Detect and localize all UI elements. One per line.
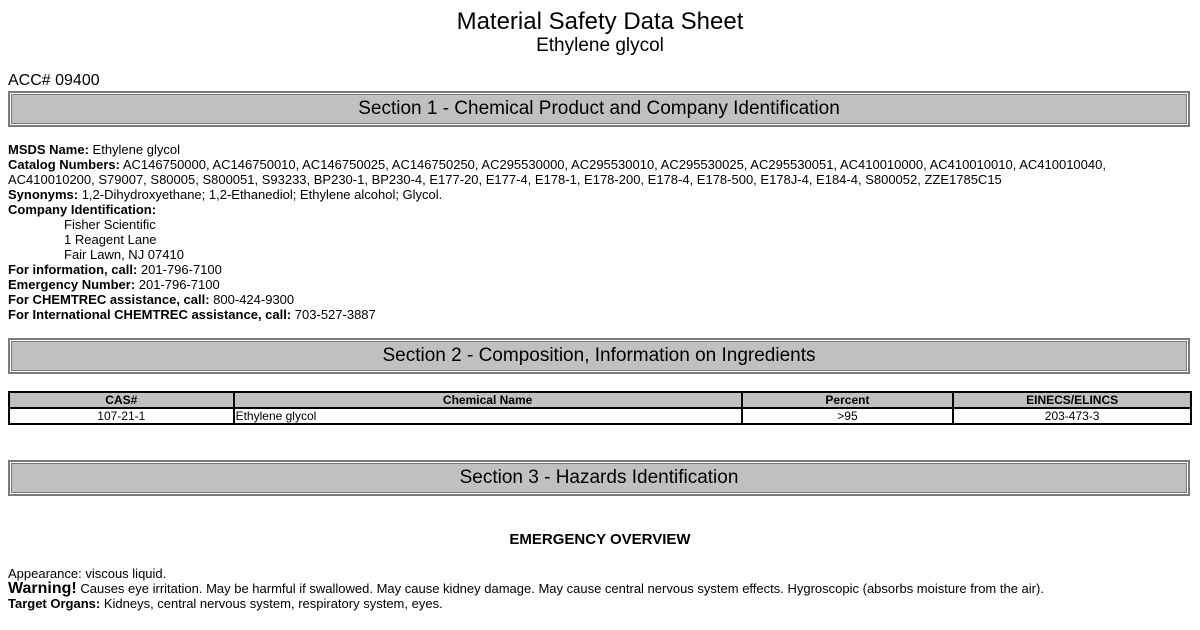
section-1-title: Section 1 - Chemical Product and Company Identification <box>11 94 1187 124</box>
column-header-cas: CAS# <box>9 392 234 408</box>
column-header-percent: Percent <box>742 392 954 408</box>
synonyms-label: Synonyms: <box>8 187 79 202</box>
acc-number: ACC# 09400 <box>8 72 100 89</box>
synonyms-value: 1,2-Dihydroxyethane; 1,2-Ethanediol; Ethylene alcohol; Glycol. <box>78 187 443 202</box>
catalog-numbers-label: Catalog Numbers: <box>8 157 120 172</box>
ingredients-header-row <box>9 392 1191 408</box>
cell-percent: >95 <box>742 408 954 424</box>
target-organs-line <box>8 596 1192 611</box>
company-identification-line <box>8 202 1192 217</box>
cell-chemical-name: Ethylene glycol <box>234 408 742 424</box>
emergency-number-value: 201-796-7100 <box>135 277 220 292</box>
msds-name-line <box>8 142 1192 157</box>
warning-text: Causes eye irritation. May be harmful if swallowed. May cause kidney damage. May cause central nervous system effects. Hygroscopic (absorbs moisture from the air). <box>76 581 1044 596</box>
international-chemtrec-value: 703-527-3887 <box>291 307 376 322</box>
target-organs-label: Target Organs: <box>8 596 101 611</box>
section-2-header <box>8 338 1190 374</box>
target-organs-value: Kidneys, central nervous system, respiratory system, eyes. <box>100 596 443 611</box>
warning-label: Warning! <box>8 580 77 597</box>
cell-cas: 107-21-1 <box>9 408 234 424</box>
information-phone-line <box>8 262 1192 277</box>
section-3-header <box>8 460 1190 496</box>
chemtrec-label: For CHEMTREC assistance, call: <box>8 292 210 307</box>
catalog-numbers-line <box>8 157 1192 187</box>
emergency-number-label: Emergency Number: <box>8 277 136 292</box>
company-name: Fisher Scientific <box>64 217 156 232</box>
information-phone-label: For information, call: <box>8 262 138 277</box>
information-phone-value: 201-796-7100 <box>137 262 222 277</box>
document-title: Material Safety Data Sheet <box>456 8 744 35</box>
msds-name-value: Ethylene glycol <box>88 142 180 157</box>
section-3-body <box>8 566 1192 611</box>
column-header-chemical-name: Chemical Name <box>234 392 742 408</box>
warning-line <box>8 581 1192 596</box>
company-address-street: 1 Reagent Lane <box>64 232 157 247</box>
emergency-number-line <box>8 277 1192 292</box>
chemtrec-value: 800-424-9300 <box>209 292 295 307</box>
section-3-title: Section 3 - Hazards Identification <box>11 463 1187 493</box>
emergency-overview-heading: EMERGENCY OVERVIEW <box>509 531 691 548</box>
catalog-numbers-value: AC146750000, AC146750010, AC146750025, AC146750250, AC295530000, AC295530010, AC295530025, AC295530051, AC410010000, AC410010010, AC410010040, AC410010200, S79007, S80005, S800051, S93233, BP230-1, BP230-4, E177-20, E177-4, E178-1, E178-200, E178-4, E178-500, E178J-4, E184-4, S800052, ZZE1785C15 <box>8 157 1106 187</box>
ingredients-table <box>8 391 1192 425</box>
company-identification-label: Company Identification: <box>8 202 157 217</box>
chemtrec-line <box>8 292 1192 307</box>
appearance-line: Appearance: viscous liquid. <box>8 566 167 581</box>
synonyms-line <box>8 187 1192 202</box>
table-row <box>9 408 1191 424</box>
cell-einecs: 203-473-3 <box>953 408 1191 424</box>
international-chemtrec-line <box>8 307 1192 322</box>
section-2-title: Section 2 - Composition, Information on Ingredients <box>11 341 1187 371</box>
msds-name-label: MSDS Name: <box>8 142 89 157</box>
section-1-header <box>8 91 1190 127</box>
section-1-body <box>8 142 1192 322</box>
document-subtitle: Ethylene glycol <box>536 35 664 56</box>
column-header-einecs: EINECS/ELINCS <box>953 392 1191 408</box>
international-chemtrec-label: For International CHEMTREC assistance, call: <box>8 307 292 322</box>
company-address-city: Fair Lawn, NJ 07410 <box>64 247 184 262</box>
